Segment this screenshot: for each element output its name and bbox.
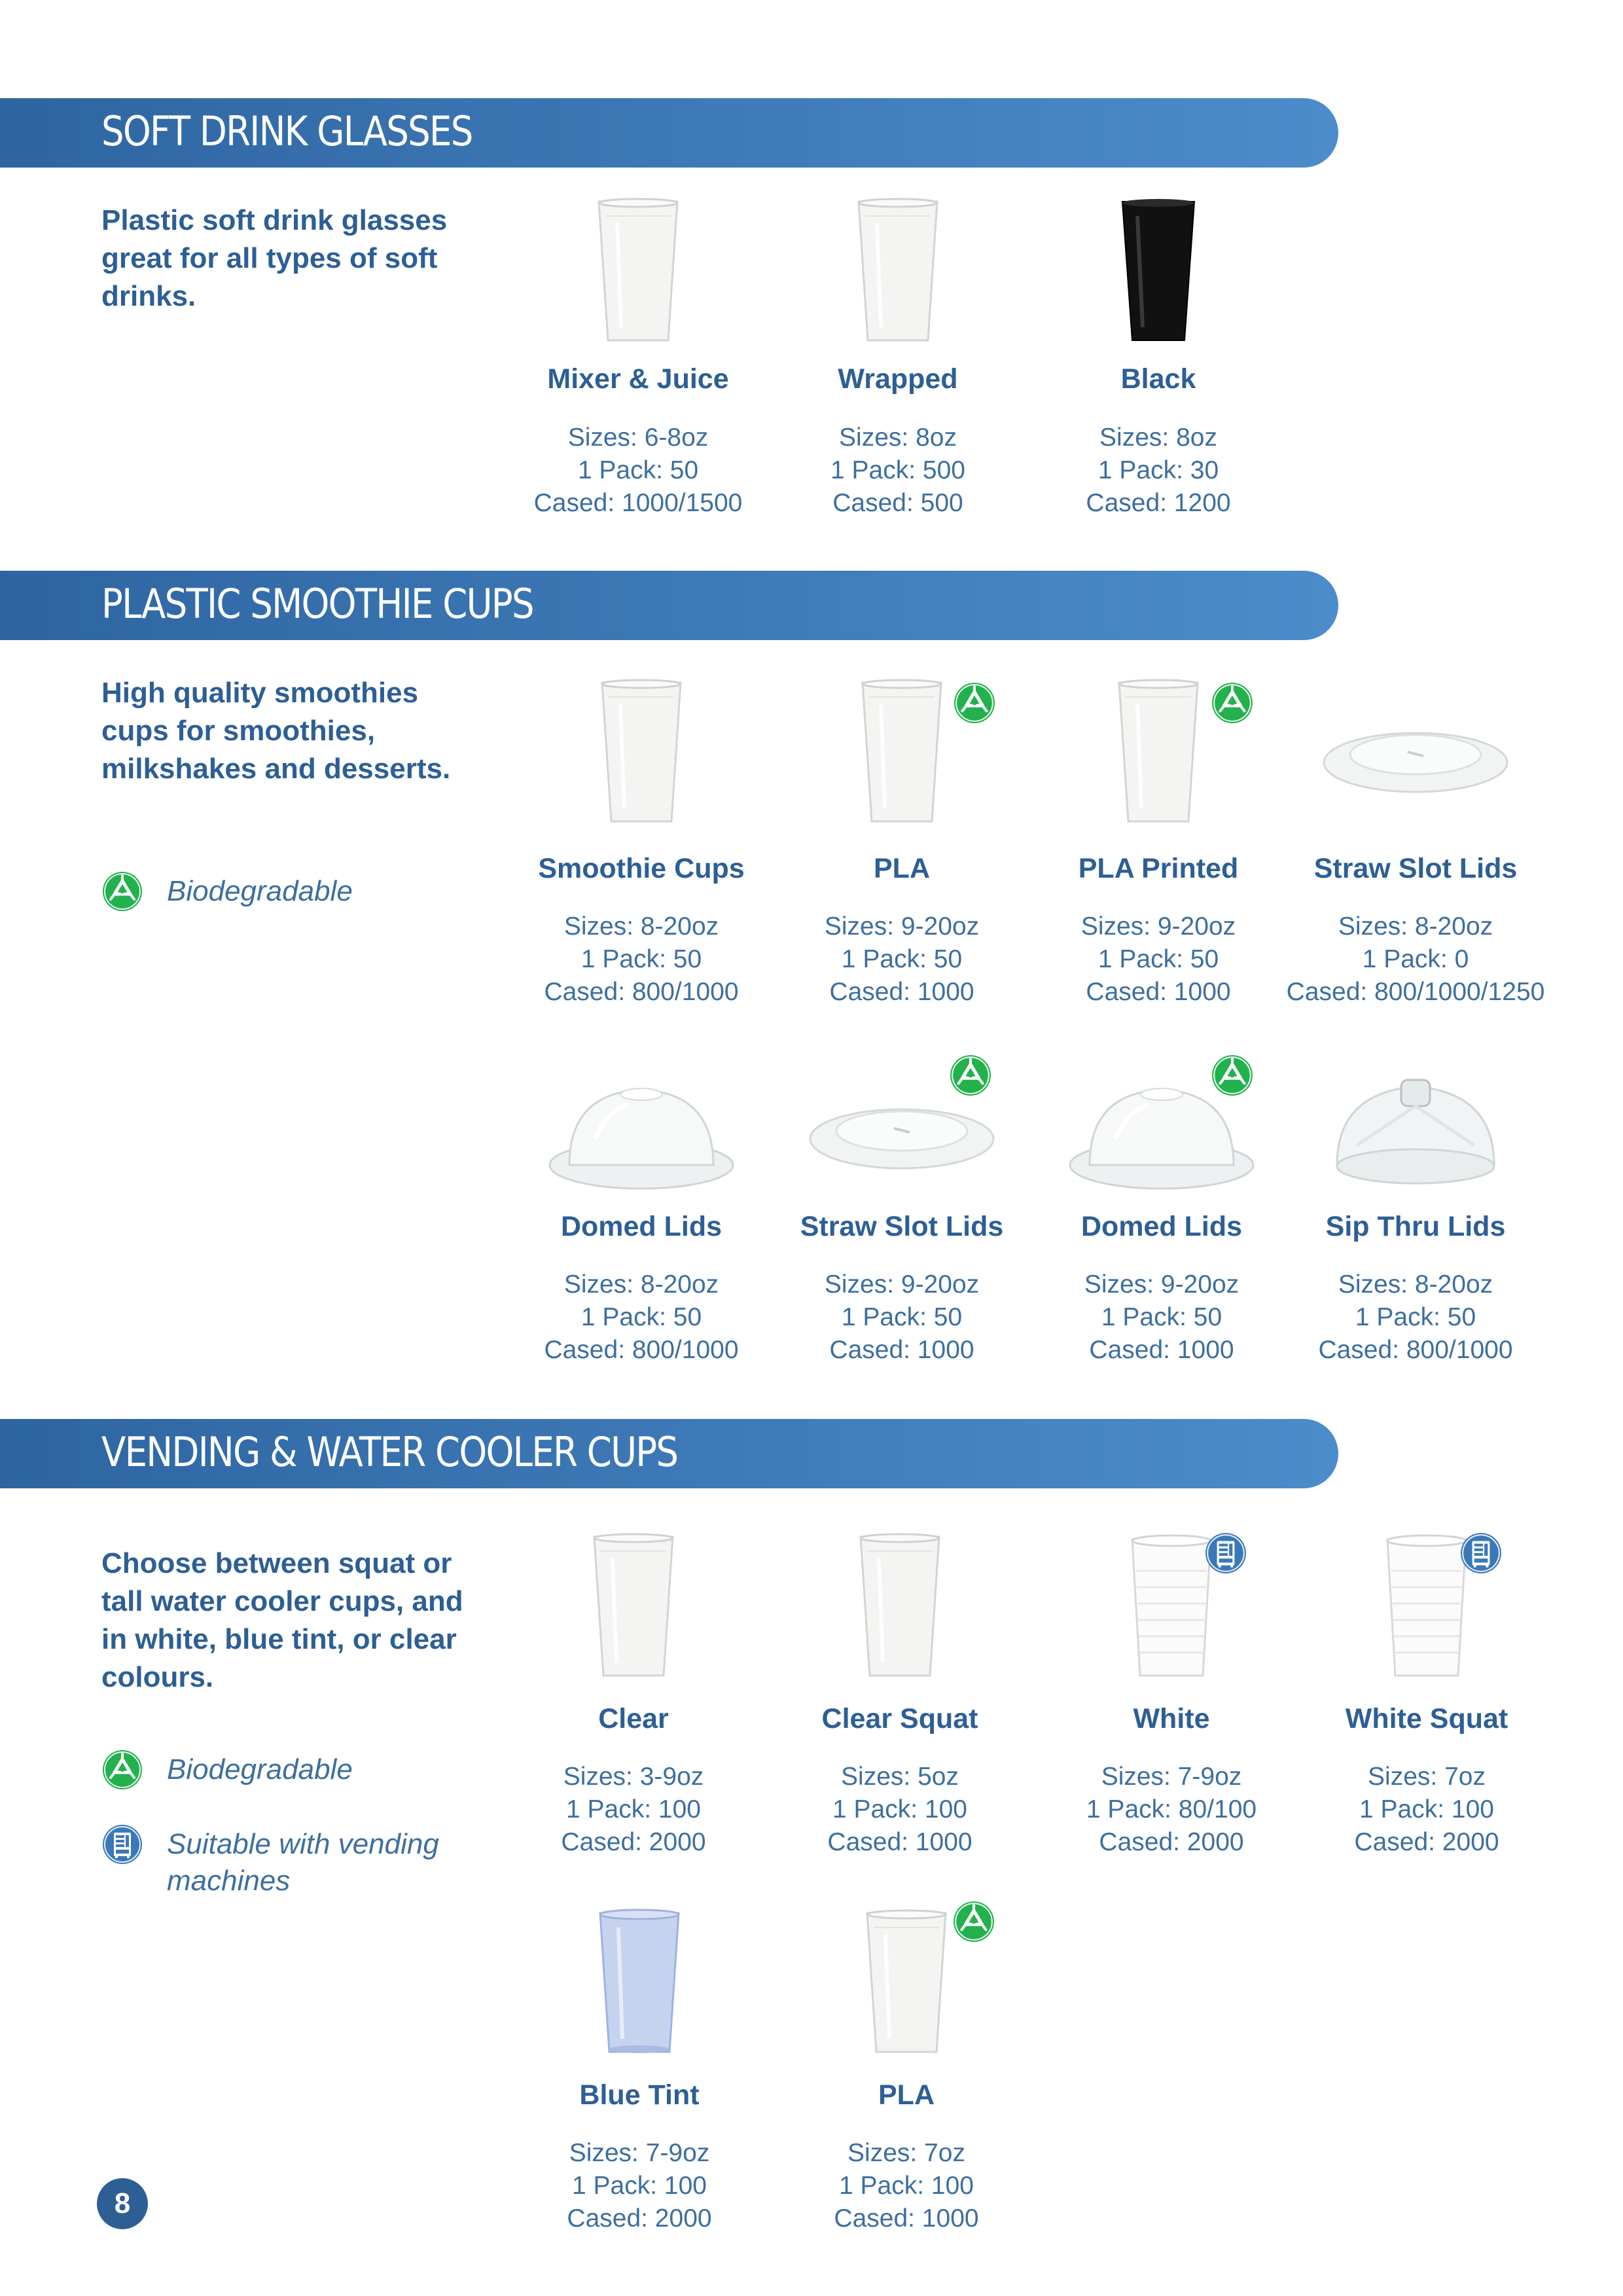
product-name: PLA Printed bbox=[1078, 853, 1239, 884]
domed-lid-image bbox=[543, 1054, 740, 1204]
vending-machine-icon bbox=[1459, 1532, 1503, 1575]
product-name: Straw Slot Lids bbox=[800, 1211, 1004, 1242]
section-title: PLASTIC SMOOTHIE CUPS bbox=[101, 580, 533, 628]
product-name: Domed Lids bbox=[1080, 1211, 1243, 1242]
biodegradable-icon bbox=[949, 1054, 992, 1097]
black-glass-image bbox=[1060, 196, 1257, 347]
product-name: Blue Tint bbox=[579, 2079, 700, 2111]
product-specs: Sizes: 9-20oz 1 Pack: 50 Cased: 1000 bbox=[824, 912, 980, 1006]
product-name: Clear bbox=[598, 1703, 669, 1734]
product-specs: Sizes: 8-20oz 1 Pack: 50 Cased: 800/1000 bbox=[544, 1270, 739, 1364]
vending-machine-icon bbox=[1204, 1532, 1247, 1575]
product-specs: Sizes: 8oz 1 Pack: 500 Cased: 500 bbox=[830, 423, 965, 517]
product-name: Smoothie Cups bbox=[538, 853, 745, 884]
section-intro: Choose between squat or tall water cooler cups, and in white, blue tint, or clear colours. bbox=[101, 1547, 463, 1693]
section-title: VENDING & WATER COOLER CUPS bbox=[101, 1428, 678, 1476]
product-name: Mixer & Juice bbox=[547, 363, 729, 395]
product-name: Domed Lids bbox=[560, 1211, 722, 1242]
product-specs: Sizes: 7-9oz 1 Pack: 100 Cased: 2000 bbox=[567, 2139, 712, 2233]
biodegradable-icon bbox=[101, 1749, 143, 1791]
product-specs: Sizes: 9-20oz 1 Pack: 50 Cased: 1000 bbox=[824, 1270, 980, 1364]
biodegradable-icon bbox=[953, 681, 996, 725]
sip-thru-lid-image bbox=[1317, 1054, 1514, 1204]
product-specs: Sizes: 5oz 1 Pack: 100 Cased: 1000 bbox=[827, 1763, 972, 1856]
product-specs: Sizes: 8-20oz 1 Pack: 50 Cased: 800/1000 bbox=[544, 912, 739, 1006]
product-specs: Sizes: 9-20oz 1 Pack: 50 Cased: 1000 bbox=[1084, 1270, 1240, 1364]
section-intro: High quality smoothies cups for smoothies, milkshakes and desserts. bbox=[101, 677, 451, 785]
vending-machine-icon bbox=[101, 1823, 143, 1865]
wrapped-glass-image bbox=[800, 196, 996, 347]
product-name: Wrapped bbox=[838, 363, 958, 395]
product-name: White bbox=[1133, 1703, 1210, 1734]
blue-tint-cup-image bbox=[541, 1908, 738, 2058]
section-banner-plastic-smoothie-cups bbox=[0, 571, 1338, 640]
biodegradable-icon bbox=[101, 870, 143, 912]
product-specs: Sizes: 6-8oz 1 Pack: 50 Cased: 1000/1500 bbox=[533, 423, 743, 517]
product-specs: Sizes: 7oz 1 Pack: 100 Cased: 1000 bbox=[834, 2139, 979, 2233]
legend-vending-machines: Suitable with vending machines bbox=[101, 1823, 468, 1899]
product-specs: Sizes: 8oz 1 Pack: 30 Cased: 1200 bbox=[1086, 423, 1231, 517]
legend-biodegradable: Biodegradable bbox=[101, 870, 353, 912]
product-specs: Sizes: 7-9oz 1 Pack: 80/100 Cased: 2000 bbox=[1086, 1763, 1257, 1856]
section-banner-vending-water-cooler-cups bbox=[0, 1419, 1338, 1488]
product-specs: Sizes: 7oz 1 Pack: 100 Cased: 2000 bbox=[1354, 1763, 1499, 1856]
product-specs: Sizes: 9-20oz 1 Pack: 50 Cased: 1000 bbox=[1080, 912, 1236, 1006]
clear-squat-cup-image bbox=[802, 1532, 998, 1682]
section-title: SOFT DRINK GLASSES bbox=[101, 107, 473, 155]
clear-cup-image bbox=[535, 1532, 732, 1682]
smoothie-cup-image bbox=[543, 677, 740, 828]
product-name: Sip Thru Lids bbox=[1325, 1211, 1506, 1242]
biodegradable-icon bbox=[1211, 1054, 1254, 1097]
product-name: Black bbox=[1120, 363, 1196, 395]
legend-biodegradable: Biodegradable bbox=[101, 1749, 353, 1791]
product-name: Clear Squat bbox=[821, 1703, 978, 1734]
product-specs: Sizes: 8-20oz 1 Pack: 0 Cased: 800/1000/1250 bbox=[1286, 912, 1545, 1006]
straw-slot-lid-image bbox=[1317, 677, 1514, 828]
product-name: PLA bbox=[878, 2079, 935, 2111]
biodegradable-icon bbox=[952, 1900, 995, 1943]
product-name: PLA bbox=[874, 853, 930, 884]
section-banner-soft-drink-glasses bbox=[0, 98, 1338, 168]
product-specs: Sizes: 8-20oz 1 Pack: 50 Cased: 800/1000 bbox=[1318, 1270, 1513, 1364]
mixer-juice-glass-image bbox=[540, 196, 736, 347]
product-specs: Sizes: 3-9oz 1 Pack: 100 Cased: 2000 bbox=[561, 1763, 706, 1856]
section-intro: Plastic soft drink glasses great for all types of soft drinks. bbox=[101, 204, 448, 312]
product-name: White Squat bbox=[1345, 1703, 1508, 1734]
page-number: 8 bbox=[97, 2178, 148, 2229]
biodegradable-icon bbox=[1211, 681, 1254, 725]
product-name: Straw Slot Lids bbox=[1313, 853, 1518, 884]
